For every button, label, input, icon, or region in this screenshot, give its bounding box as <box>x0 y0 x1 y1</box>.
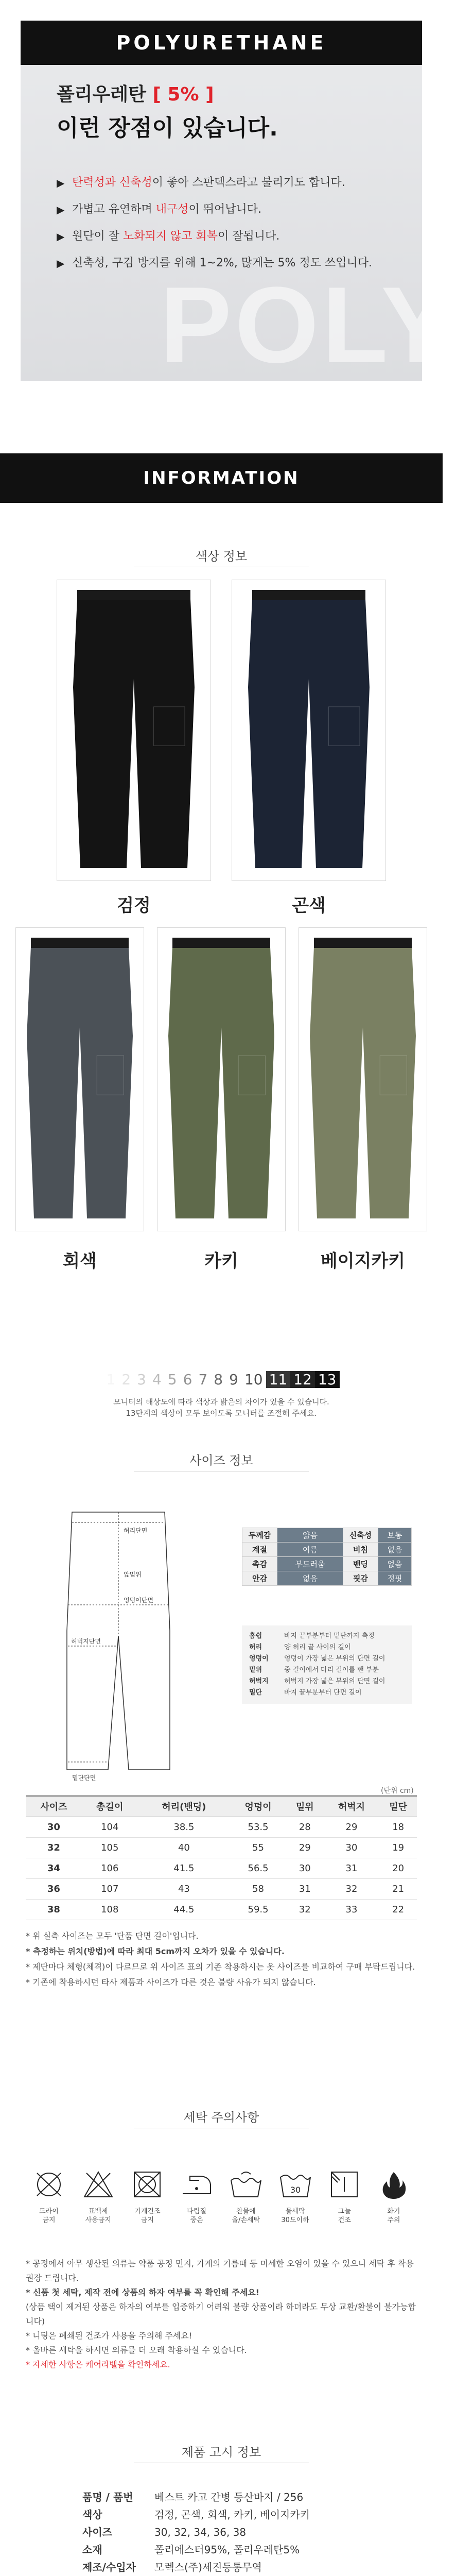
grayscale-step: 12 <box>290 1371 315 1388</box>
diagram-label-thigh: 허벅지단면 <box>71 1638 101 1645</box>
pants-navy-image <box>232 580 386 881</box>
diagram-label-hip: 엉덩이단면 <box>124 1597 153 1604</box>
shade-dry-icon <box>326 2169 362 2200</box>
pants-body <box>27 947 133 1218</box>
monitor-grayscale-strip <box>77 1368 365 1391</box>
diagram-label-rise: 앞밑위 <box>124 1571 142 1578</box>
care-item: 화기 주의 <box>371 2169 417 2225</box>
care-item: 기계건조 금지 <box>124 2169 170 2225</box>
size-notes: * 위 실측 사이즈는 모두 '단품 단면 길이'입니다. * 측정하는 위치(방법)에 따라 최대 5cm까지 오차가 있을 수 있습니다. * 제단마다 체형(체격)이 다르므로 위 사이즈 표의 기존 착용하시는 옷 사이즈를 비교하여 구매 부탁드립니다. * 기존에 착용하시던 타사 제품과 사이즈가 다른 것은 불량 사유가 되지 않습니다. <box>26 1931 415 1987</box>
product-notice <box>82 2488 401 2576</box>
no-fire-icon <box>376 2169 412 2200</box>
pants-beige-khaki-image <box>299 927 427 1231</box>
table-row: 36 107 43 58 31 32 21 <box>26 1878 417 1899</box>
grayscale-step: 1 <box>106 1370 116 1388</box>
care-item: 표백제 사용금지 <box>75 2169 121 2225</box>
color-name-navy: 곤색 <box>292 895 326 916</box>
color-info-heading: 색상 정보 <box>195 549 248 564</box>
pants-belt <box>77 590 190 600</box>
diagram-label-waist: 허리단면 <box>124 1527 148 1534</box>
hero-panel <box>21 21 456 385</box>
grayscale-step: 2 <box>121 1370 131 1388</box>
pants-belt <box>31 938 129 948</box>
hero-title-badge: [ 5% ] <box>152 84 214 105</box>
color-name-beige-khaki: 베이지카키 <box>320 1251 406 1272</box>
table-row: 30 104 38.5 53.5 28 29 18 <box>26 1817 417 1837</box>
hero-bullet: ▶ 원단이 잘 노화되지 않고 회복이 잘됩니다. <box>57 229 396 244</box>
pants-khaki-image <box>157 927 286 1231</box>
grayscale-step: 9 <box>229 1370 238 1388</box>
hero-bullet: ▶ 탄력성과 신축성이 좋아 스판덱스라고 불리기도 합니다. <box>57 175 396 191</box>
diagram-label-hem: 밑단단면 <box>72 1774 96 1782</box>
hero-banner <box>21 21 422 65</box>
pants-belt <box>314 938 412 948</box>
table-row: 32 105 40 55 29 30 19 <box>26 1837 417 1858</box>
measure-guide-row: 허벅지 허벅지 가장 넓은 부위의 단면 길이 <box>249 1677 385 1685</box>
svg-text:30: 30 <box>290 2185 301 2195</box>
color-name-khaki: 카키 <box>204 1251 238 1272</box>
information-banner <box>0 453 443 503</box>
size-table <box>26 1795 417 1920</box>
hero-bullets <box>57 175 396 282</box>
color-name-gray: 회색 <box>63 1251 97 1272</box>
grayscale-step: 5 <box>167 1370 177 1388</box>
care-notes: * 공정에서 아무 생산된 의류는 약품 공정 먼지, 가계의 기름때 등 미세한 오염이 있을 수 있으니 세탁 후 착용 권장 드립니다. * 신품 첫 세탁, 제작 전에 상품의 하자 여부를 꼭 확인해 주세요! (상품 택이 제거된 상품은 하자의 여부를 입증하기 어려워 불량 상품이라 하더라도 무상 교환/환불이 불가능합니다) * 니팅은 폐쇄된 건조가 사용을 주의해 주세요! * 올바른 세탁을 하시면 의류를 더 오래 착용하실 수 있습니다. * 자세한 사항은 케어라벨을 확인하세요. <box>26 2259 416 2369</box>
measure-guide-row: 홈쉽 바지 끝부분부터 밑단까지 측정 <box>249 1632 375 1640</box>
attr-row: 촉감 부드러움 밴딩 없음 <box>242 1557 412 1571</box>
hero-banner-text: POLYURETHANE <box>116 31 327 54</box>
hero-bullet: ▶ 신축성, 구김 방지를 위해 1~2%, 많게는 5% 정도 쓰입니다. <box>57 256 396 271</box>
attr-row: 계절 여름 비침 없음 <box>242 1543 412 1557</box>
care-item: 30 물세탁 30도이하 <box>272 2169 319 2225</box>
care-heading: 세탁 주의사항 <box>183 2110 259 2125</box>
size-table-header: 사이즈 총길이 허리(밴딩) 엉덩이 밑위 허벅지 밑단 <box>26 1796 417 1817</box>
hero-title-line2: 이런 장점이 있습니다. <box>57 115 278 141</box>
triangle-icon: ▶ <box>57 257 65 269</box>
measure-guide-row: 엉덩이 엉덩이 가장 넓은 부위의 단면 길이 <box>249 1655 385 1663</box>
triangle-icon: ▶ <box>57 177 65 189</box>
pants-body <box>248 599 370 868</box>
notice-row: 제조/수입자 모렉스(주)세진등통무역 <box>82 2561 262 2573</box>
grayscale-step: 8 <box>214 1370 223 1388</box>
grayscale-step: 11 <box>266 1371 291 1388</box>
notice-row: 소재 폴리에스터95%, 폴리우레탄5% <box>82 2544 300 2556</box>
pants-body <box>310 947 416 1218</box>
measure-guide-row: 밑위 중 길이에서 다리 길이를 뺀 부분 <box>249 1666 379 1674</box>
triangle-icon: ▶ <box>57 204 65 216</box>
hero-title <box>57 81 214 108</box>
measure-guide <box>242 1625 412 1704</box>
pants-body <box>168 947 274 1218</box>
grayscale-step: 6 <box>183 1370 192 1388</box>
iron-low-icon <box>179 2169 215 2200</box>
fabric-attribute-table <box>242 1528 412 1586</box>
measure-guide-row: 허리 양 허리 끝 사이의 길이 <box>249 1643 351 1651</box>
care-item: 찬물에 울/손세탁 <box>223 2169 269 2225</box>
unit-label: (단위 cm) <box>381 1787 414 1795</box>
notice-row: 품명 / 품번 베스트 카고 간병 등산바지 / 256 <box>82 2491 304 2503</box>
no-tumble-dry-icon <box>129 2169 165 2200</box>
grayscale-step: 10 <box>244 1370 263 1388</box>
notice-heading: 제품 고시 정보 <box>181 2445 261 2460</box>
measure-guide-row: 밑단 바지 끝부분부터 단면 길이 <box>249 1689 362 1697</box>
care-item: 다림질 중온 <box>173 2169 220 2225</box>
hero-title-prefix: 폴리우레탄 <box>57 84 146 105</box>
care-item: 그늘 건조 <box>321 2169 367 2225</box>
drycleaning-icon <box>31 2169 67 2200</box>
size-info-heading: 사이즈 정보 <box>189 1453 253 1468</box>
triangle-icon: ▶ <box>57 230 65 243</box>
care-icons-row <box>26 2169 417 2225</box>
pants-gray-image <box>15 927 144 1231</box>
attr-row: 두께감 얇음 신축성 보통 <box>242 1528 412 1543</box>
pants-belt <box>172 938 270 948</box>
poly-watermark: POLY <box>160 264 456 385</box>
pants-belt <box>252 590 365 600</box>
hand-wash-icon <box>228 2169 264 2200</box>
grayscale-step: 7 <box>198 1370 208 1388</box>
grayscale-step: 3 <box>137 1370 146 1388</box>
notice-row: 색상 검정, 곤색, 회색, 카키, 베이지카키 <box>82 2509 310 2521</box>
no-bleach-icon <box>80 2169 116 2200</box>
color-name-black: 검정 <box>117 895 151 916</box>
care-item: 드라이 금지 <box>26 2169 72 2225</box>
pants-body <box>73 599 195 868</box>
wash-30-icon <box>277 2169 313 2200</box>
table-row: 38 108 44.5 59.5 32 33 22 <box>26 1899 417 1920</box>
table-row: 34 106 41.5 56.5 30 31 20 <box>26 1858 417 1878</box>
grayscale-step: 13 <box>315 1371 340 1388</box>
hero-section <box>0 0 456 402</box>
attr-row: 안감 없음 핏감 정핏 <box>242 1571 412 1586</box>
size-diagram <box>41 1494 196 1798</box>
monitor-note: 모니터의 해상도에 따라 색상과 밝은의 차이가 있을 수 있습니다. 13단계의 색상이 모두 보이도록 모니터를 조절해 주세요. <box>113 1397 329 1418</box>
notice-row: 사이즈 30, 32, 34, 36, 38 <box>82 2526 247 2538</box>
grayscale-step: 4 <box>152 1370 162 1388</box>
hero-bullet: ▶ 가볍고 유연하며 내구성이 뛰어납니다. <box>57 202 396 217</box>
information-title: INFORMATION <box>143 468 300 488</box>
pants-black-image <box>57 580 211 881</box>
